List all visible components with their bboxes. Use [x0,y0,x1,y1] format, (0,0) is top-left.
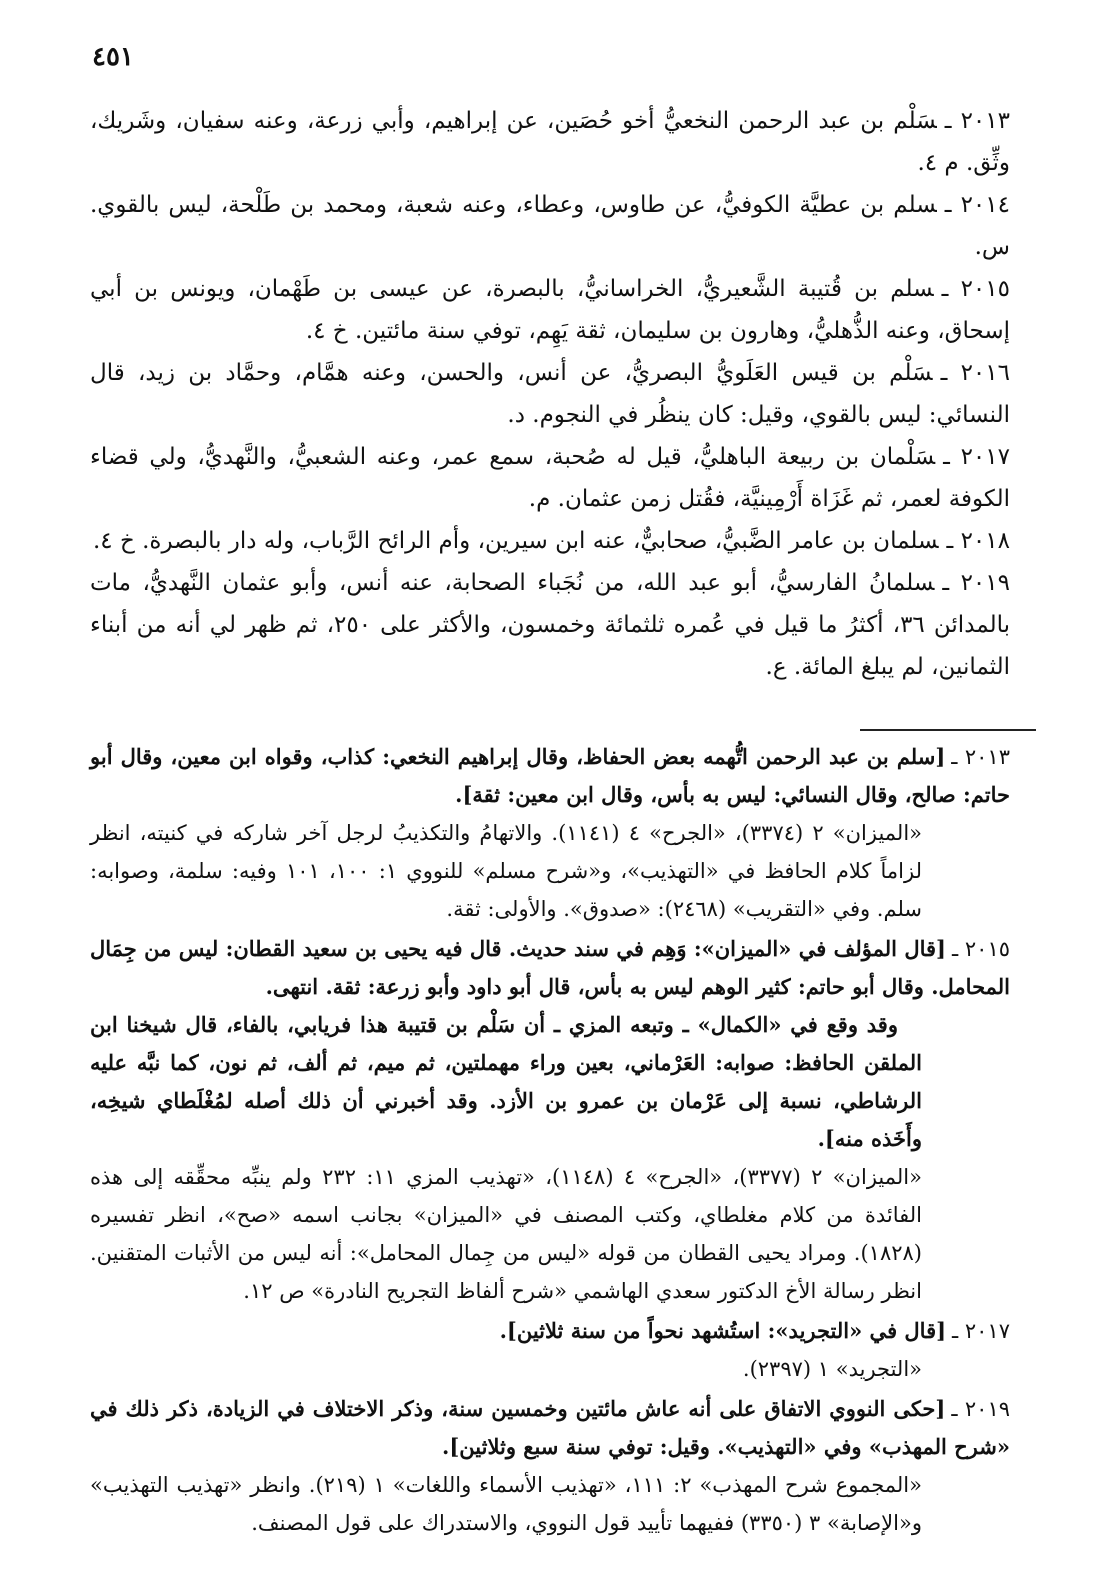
note-number: ٢٠١٥ ـ [952,937,1011,961]
main-text [90,100,1010,688]
note-2019 [90,1390,1010,1542]
entry-text: سلم بن قُتيبة الشَّعيريُّ، الخراسانيُّ، بالبصرة، عن عيسى بن طَهْمان، ويونس بن أبي إسحاق، وعنه الذُّهليُّ، وهارون بن سليمان، ثقة يَهِم، توفي سنة مائتين. خ ٤. [90,276,1010,344]
entry-number: ٢٠١٦ ـ [940,360,1010,386]
entry-text: سَلْم بن عبد الرحمن النخعيُّ أخو حُصَين، عن إبراهيم، وأبي زرعة، وعنه سفيان، وشَريك، وثِّق. م ٤. [90,108,1010,176]
entry-text: سَلْمان بن ربيعة الباهليُّ، قيل له صُحبة، سمع عمر، وعنه الشعبيُّ، والنَّهديُّ، ولي قضاء الكوفة لعمر، ثم غَزَاة أَرْمِينيَّة، فقُتل زمن عثمان. م. [90,444,1010,512]
note-number: ٢٠١٣ ـ [951,745,1010,769]
note-heading-text: [سلم بن عبد الرحمن اتُّهمه بعض الحفاظ، وقال إبراهيم النخعي: كذاب، وقواه ابن معين، وقال أبو حاتم: صالح، وقال النسائي: ليس به بأس، وقال ابن معين: ثقة]. [90,744,1010,807]
entry-number: ٢٠١٩ ـ [942,570,1010,596]
entry-number: ٢٠١٥ ـ [941,276,1010,302]
note-2013 [90,738,1010,928]
note-heading [90,738,1010,814]
note-heading-text: [قال المؤلف في «الميزان»: وَهِم في سند حديث. قال فيه يحيى بن سعيد القطان: ليس من جِمَال المحامل. وقال أبو حاتم: كثير الوهم ليس به بأس، قال أبو داود وأبو زرعة: ثقة. انتهى. [90,936,1010,999]
note-quote: وقد وقع في «الكمال» ـ وتبعه المزي ـ أن سَلْم بن قتيبة هذا فريابي، بالفاء، قال شيخنا ابن الملقن الحافظ: صوابه: العَرْماني، بعين وراء مهملتين، ثم ميم، ثم ألف، ثم نون، كما نبَّه عليه الرشاطي، نسبة إلى عَرْمان بن عمرو بن الأزد. وقد أخبرني أن ذلك أصله لمُغْلَطاي شيخِه، وأَخَذه منه]. [90,1012,922,1151]
note-heading-text: [حكى النووي الاتفاق على أنه عاش مائتين وخمسين سنة، وذكر الاختلاف في الزيادة، ذكر ذلك في «شرح المهذب» وفي «التهذيب». وقيل: توفي سنة سبع وثلاثين]. [90,1396,1010,1459]
entry-2016 [90,352,1010,436]
entry-2013 [90,100,1010,184]
note-reference: «الميزان» ٢ (٣٣٧٤)، «الجرح» ٤ (١١٤١). والاتهامُ والتكذيبُ لرجل آخر شاركه في كنيته، انظر لزاماً كلام الحافظ في «التهذيب»، و«شرح مسلم» للنووي ١: ١٠٠، ١٠١ وفيه: سلمة، وصوابه: سلم. وفي «التقريب» (٢٤٦٨): «صدوق». والأولى: ثقة. [90,821,922,921]
entry-number: ٢٠١٨ ـ [946,528,1010,554]
note-heading [90,930,1010,1006]
entry-text: سلمانُ الفارسيُّ، أبو عبد الله، من نُجَباء الصحابة، عنه أنس، وأبو عثمان النَّهديُّ، مات بالمدائن ٣٦، أكثرُ ما قيل في عُمره ثلثمائة وخمسون، والأكثر على ٢٥٠، ثم ظهر لي أنه من أبناء الثمانين، لم يبلغ المائة. ع. [90,570,1010,680]
entry-2015 [90,268,1010,352]
entry-2018 [90,520,1010,562]
note-reference: «التجريد» ١ (٢٣٩٧). [742,1357,922,1381]
note-reference: «المجموع شرح المهذب» ٢: ١١١، «تهذيب الأسماء واللغات» ١ (٢١٩). وانظر «تهذيب التهذيب» و«الإصابة» ٣ (٣٣٥٠) ففيهما تأييد قول النووي، والاستدراك على قول المصنف. [90,1473,922,1535]
entry-2017 [90,436,1010,520]
entry-text: سلمان بن عامر الضَّبيُّ، صحابيٌّ، عنه ابن سيرين، وأم الرائح الرَّباب، وله دار بالبصرة. خ ٤. [92,528,939,554]
entry-number: ٢٠١٣ ـ [944,108,1010,134]
note-2015 [90,930,1010,1310]
note-2017 [90,1312,1010,1388]
entry-2014 [90,184,1010,268]
footnote-divider [860,729,1036,731]
footnotes [90,738,1010,1544]
entry-number: ٢٠١٤ ـ [944,192,1010,218]
entry-text: سَلْم بن قيس العَلَويُّ البصريُّ، عن أنس، والحسن، وعنه همَّام، وحمَّاد بن زيد، قال النسائي: ليس بالقوي، وقيل: كان ينظُر في النجوم. د. [90,360,1010,428]
note-heading [90,1390,1010,1466]
note-number: ٢٠١٧ ـ [952,1319,1010,1343]
page-number: ٤٥١ [92,42,134,72]
note-heading-text: [قال في «التجريد»: استُشهد نحواً من سنة ثلاثين]. [499,1318,947,1343]
entry-number: ٢٠١٧ ـ [943,444,1010,470]
entry-2019 [90,562,1010,688]
note-heading [90,1312,1010,1350]
note-number: ٢٠١٩ ـ [951,1397,1011,1421]
note-reference: «الميزان» ٢ (٣٣٧٧)، «الجرح» ٤ (١١٤٨)، «تهذيب المزي ١١: ٢٣٢ ولم ينبِّه محقِّقه إلى هذه الفائدة من كلام مغلطاي، وكتب المصنف في «الميزان» بجانب اسمه «صح»، انظر تفسيره (١٨٢٨). ومراد يحيى القطان من قوله «ليس من جِمال المحامل»: أنه ليس من الأثبات المتقنين. انظر رسالة الأخ الدكتور سعدي الهاشمي «شرح ألفاظ التجريح النادرة» ص ١٢. [90,1165,922,1303]
entry-text: سلم بن عطيَّة الكوفيُّ، عن طاوس، وعطاء، وعنه شعبة، ومحمد بن طَلْحة، ليس بالقوي. س. [90,192,1010,260]
